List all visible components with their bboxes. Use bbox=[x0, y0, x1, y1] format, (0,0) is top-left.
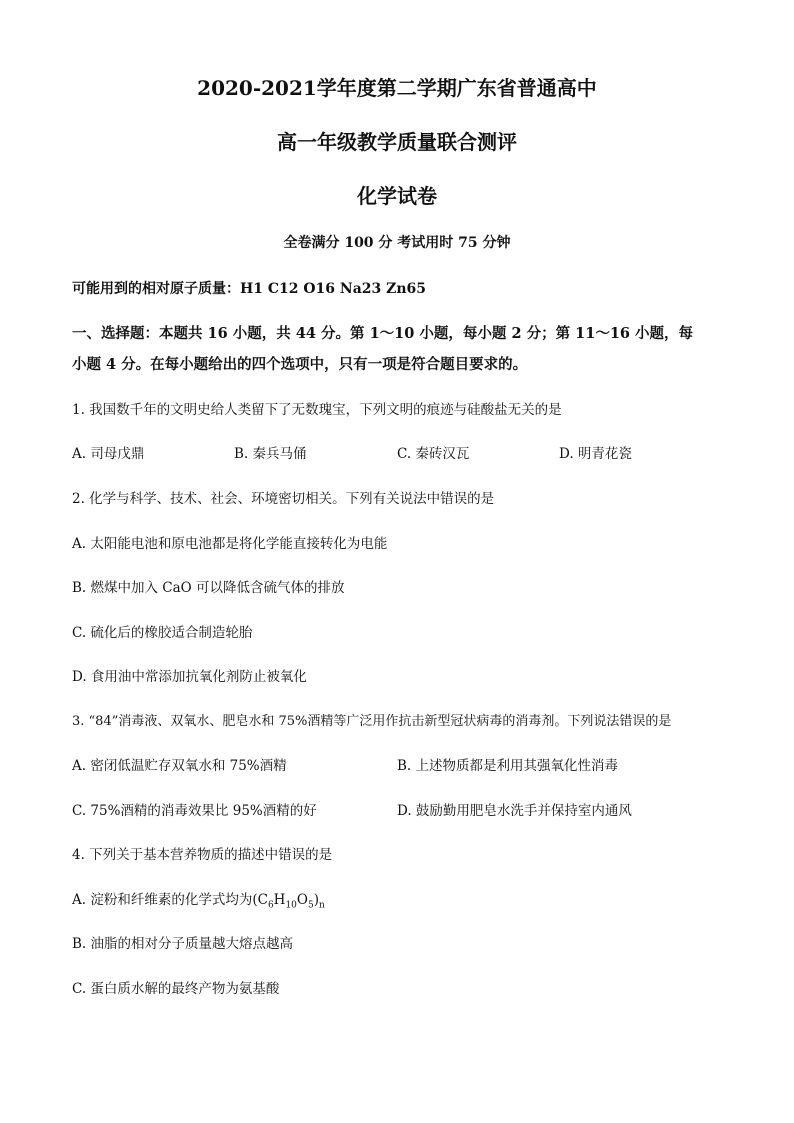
q2-stem: 2. 化学与科学、技术、社会、环境密切相关。下列有关说法中错误的是 bbox=[72, 491, 495, 507]
q2-option-a: A. 太阳能电池和原电池都是将化学能直接转化为电能 bbox=[72, 536, 388, 552]
exam-subject-title: 化学试卷 bbox=[357, 184, 437, 208]
section-instruction-line1: 一、选择题：本题共 16 小题，共 44 分。第 1～10 小题，每小题 2 分；第 11～16 小题，每 bbox=[72, 325, 694, 342]
q2-option-d: D. 食用油中常添加抗氧化剂防止被氧化 bbox=[72, 669, 307, 685]
q4-stem: 4. 下列关于基本营养物质的描述中错误的是 bbox=[72, 847, 333, 863]
exam-title-line1: 2020-2021学年度第二学期广东省普通高中 bbox=[197, 76, 597, 100]
q1-option-d: D. 明青花瓷 bbox=[559, 446, 632, 462]
q1-option-b: B. 秦兵马俑 bbox=[234, 446, 307, 462]
score-time-line: 全卷满分 100 分 考试用时 75 分钟 bbox=[283, 235, 511, 251]
q1-option-a: A. 司母戊鼎 bbox=[72, 446, 145, 462]
q3-option-a: A. 密闭低温贮存双氧水和 75%酒精 bbox=[72, 758, 287, 774]
atomic-mass-line: 可能用到的相对原子质量：H1 C12 O16 Na23 Zn65 bbox=[72, 281, 426, 297]
q1-option-c: C. 秦砖汉瓦 bbox=[397, 446, 470, 462]
q2-option-b: B. 燃煤中加入 CaO 可以降低含硫气体的排放 bbox=[72, 580, 345, 596]
q3-option-b: B. 上述物质都是利用其强氧化性消毒 bbox=[397, 758, 619, 774]
q2-option-c: C. 硫化后的橡胶适合制造轮胎 bbox=[72, 625, 253, 641]
q3-option-c: C. 75%酒精的消毒效果比 95%酒精的好 bbox=[72, 803, 317, 819]
q4-option-b: B. 油脂的相对分子质量越大熔点越高 bbox=[72, 936, 294, 952]
q3-stem: 3. “84”消毒液、双氧水、肥皂水和 75%酒精等广泛用作抗击新型冠状病毒的消毒剂。下列说法错误的是 bbox=[72, 714, 672, 729]
q4-option-a: A. 淀粉和纤维素的化学式均为$(C_6H_{10}O_5)_n$ bbox=[72, 892, 325, 911]
section-instruction-line2: 小题 4 分。在每小题给出的四个选项中，只有一项是符合题目要求的。 bbox=[72, 356, 528, 373]
exam-title-line2: 高一年级教学质量联合测评 bbox=[277, 130, 517, 154]
q4-option-c: C. 蛋白质水解的最终产物为氨基酸 bbox=[72, 981, 280, 997]
q3-option-d: D. 鼓励勤用肥皂水洗手并保持室内通风 bbox=[397, 803, 632, 819]
q1-stem: 1. 我国数千年的文明史给人类留下了无数瑰宝，下列文明的痕迹与硅酸盐无关的是 bbox=[72, 402, 562, 418]
